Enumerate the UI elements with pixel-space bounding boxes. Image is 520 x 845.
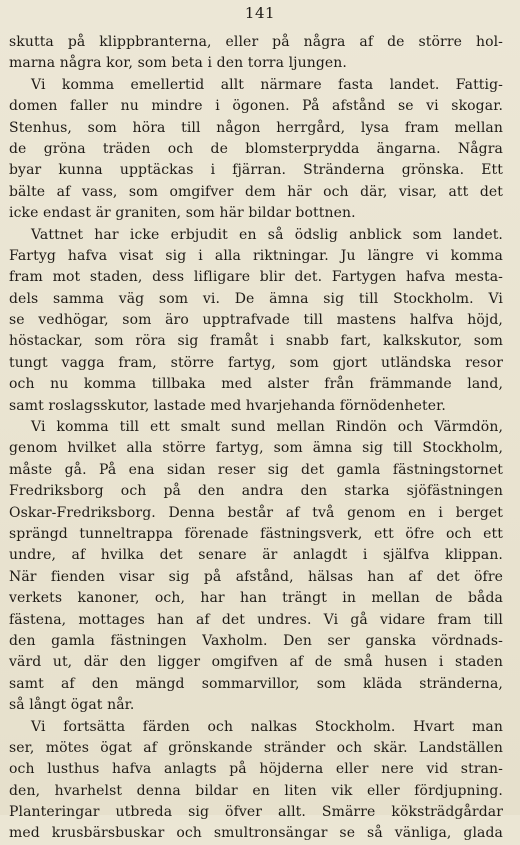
text-line: verkets kanoner, och, har han trängt in mellan de båda bbox=[9, 590, 503, 607]
text-line: den gamla fästningen Vaxholm. Den ser ganska vördnads- bbox=[9, 632, 503, 649]
text-line: höstackar, som röra sig framåt i snabb fart, kalkskutor, som bbox=[9, 333, 503, 350]
text-line: Fredriksborg och på den andra den starka sjöfästningen bbox=[9, 483, 503, 500]
text-line: byar kunna upptäckas i fjärran. Stränderna grönska. Ett bbox=[9, 162, 503, 179]
text-line: samt af den mängd sommarvillor, som kläda stränderna, bbox=[9, 675, 503, 692]
text-line: så långt ögat når. bbox=[9, 697, 135, 714]
text-line: fram mot staden, dess lifligare blir det. Fartygen hafva mesta- bbox=[9, 269, 503, 286]
text-line: Vi komma emellertid allt närmare fasta landet. Fattig- bbox=[31, 76, 503, 93]
page-number: 141 bbox=[244, 4, 276, 22]
text-line: marna några kor, som beta i den torra ljungen. bbox=[9, 55, 347, 72]
text-line: domen faller nu mindre i ögonen. På afstånd se vi skogar. bbox=[9, 98, 503, 115]
text-line: och lusthus hafva anlagts på höjderna eller nere vid stran- bbox=[9, 761, 503, 778]
text-line: de gröna träden och de blomsterprydda ängarna. Några bbox=[9, 140, 503, 157]
text-line: fästena, mottages han af det undres. Vi gå vidare fram till bbox=[9, 611, 503, 628]
text-line: se vedhögar, som äro upptrafvade till mastens halfva höjd, bbox=[9, 312, 503, 329]
text-line: Vi fortsätta färden och nalkas Stockholm. Hvart man bbox=[31, 718, 503, 735]
text-line: värd ut, där den ligger omgifven af de små husen i staden bbox=[9, 654, 503, 671]
text-line: icke endast är graniten, som här bildar bottnen. bbox=[9, 205, 356, 222]
text-line: samt roslagsskutor, lastade med hvarjehanda förnödenheter. bbox=[9, 397, 446, 414]
text-line: Stenhus, som höra till någon herrgård, lysa fram mellan bbox=[9, 119, 503, 136]
text-line: När fienden visar sig på afstånd, hälsas han af det öfre bbox=[9, 568, 503, 585]
text-line: Fartyg hafva visat sig i alla riktningar. Ju längre vi komma bbox=[9, 247, 503, 264]
text-line: Oskar-Fredriksborg. Denna består af två genom en i berget bbox=[9, 504, 503, 521]
text-line: undre, af hvilka det senare är anlagdt i själfva klippan. bbox=[9, 547, 503, 564]
text-line: måste gå. På ena sidan reser sig det gamla fästningstornet bbox=[9, 461, 503, 478]
text-line: tungt vagga fram, större fartyg, som gjort utländska resor bbox=[9, 354, 503, 371]
text-line: sprängd tunneltrappa förenade fästningsverk, ett öfre och ett bbox=[9, 525, 503, 542]
text-line: ser, mötes ögat af grönskande stränder och skär. Landställen bbox=[9, 739, 503, 756]
text-line: och nu komma tillbaka med alster från främmande land, bbox=[9, 376, 503, 393]
text-line: den, hvarhelst denna bildar en liten vik eller fördjupning. bbox=[9, 782, 503, 799]
text-line: bälte af vass, som omgifver dem här och där, visar, att det bbox=[9, 183, 503, 200]
text-line: dels samma väg som vi. De ämna sig till Stockholm. Vi bbox=[9, 290, 503, 307]
text-line: genom hvilket alla större fartyg, som ämna sig till Stockholm, bbox=[9, 440, 503, 457]
body-text bbox=[9, 32, 503, 845]
text-line: skutta på klippbranterna, eller på några af de större hol- bbox=[9, 34, 503, 50]
text-line: Vattnet har icke erbjudit en så ödslig anblick som landet. bbox=[31, 226, 503, 243]
text-line: Vi komma till ett smalt sund mellan Rindön och Värmdön, bbox=[31, 419, 503, 436]
text-line: med krusbärsbuskar och smultronsängar se så vänliga, glada bbox=[9, 825, 503, 842]
text-line: Planteringar utbreda sig öfver allt. Smärre köksträdgårdar bbox=[9, 804, 503, 821]
